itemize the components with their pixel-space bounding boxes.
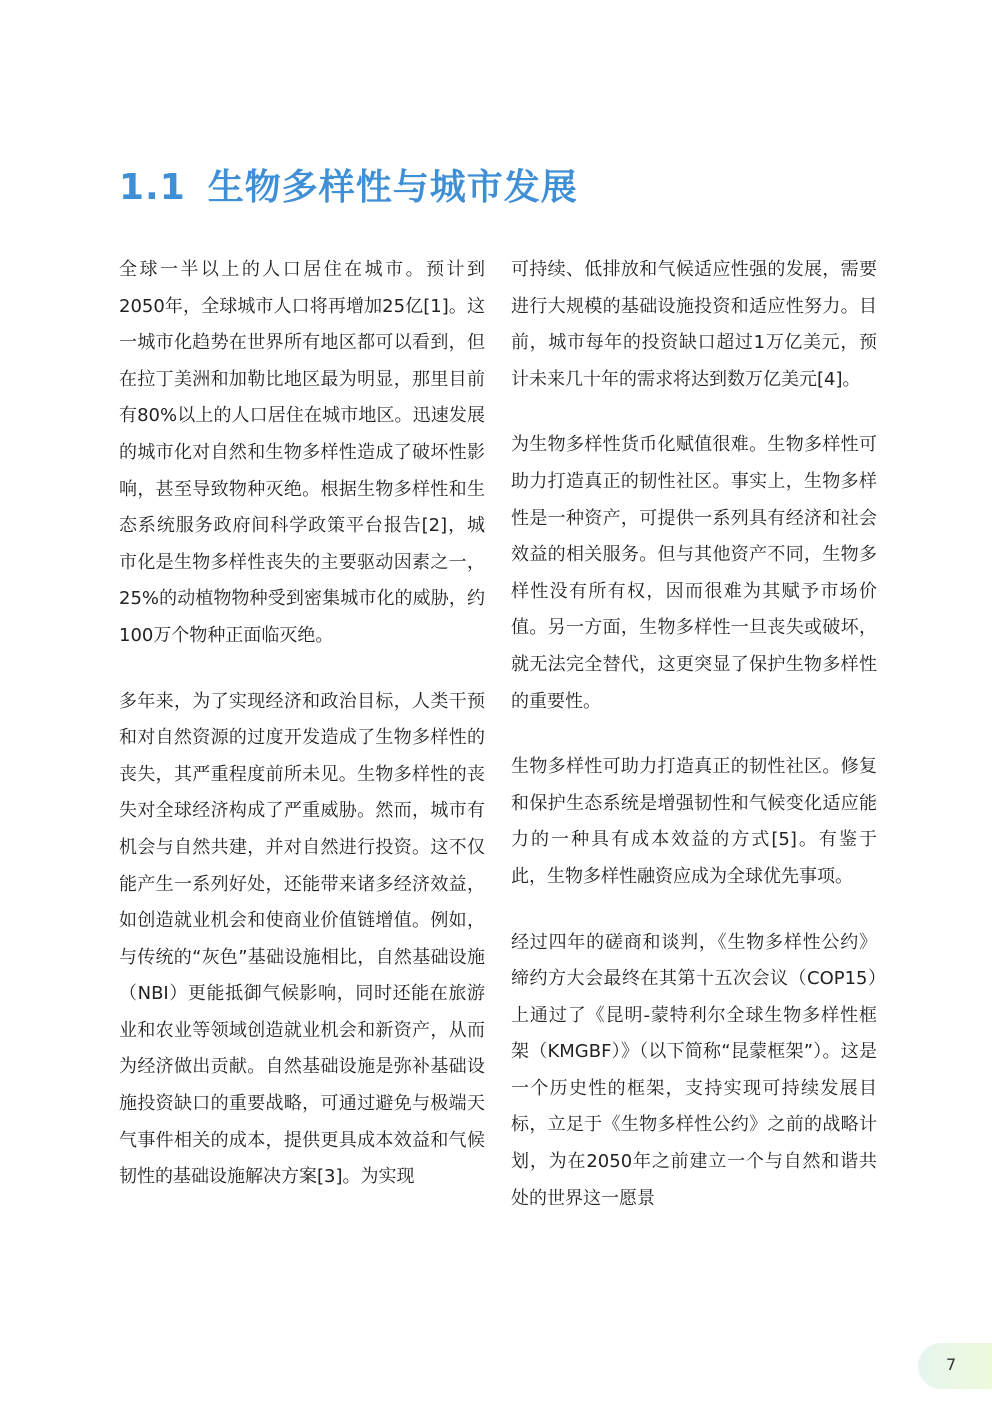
body-paragraph: 为生物多样性货币化赋值很难。生物多样性可助力打造真正的韧性社区。事实上，生物多样性是一种资产，可提供一系列具有经济和社会效益的相关服务。但与其他资产不同，生物多样性没有所有权，因而很难为其赋予市场价值。另一方面，生物多样性一旦丧失或破坏，就无法完全替代，这更突显了保护生物多样性的重要性。 bbox=[511, 434, 877, 712]
right-column bbox=[511, 252, 877, 1246]
body-paragraph: 可持续、低排放和气候适应性强的发展，需要进行大规模的基础设施投资和适应性努力。目前，城市每年的投资缺口超过1万亿美元，预计未来几十年的需求将达到数万亿美元[4]。 bbox=[511, 259, 877, 390]
section-number: 1.1 bbox=[119, 167, 186, 208]
body-paragraph: 经过四年的磋商和谈判，《生物多样性公约》缔约方大会最终在其第十五次会议（COP15）上通过了《昆明-蒙特利尔全球生物多样性框架（KMGBF）》（以下简称“昆蒙框架”）。这是一个历史性的框架，支持实现可持续发展目标，立足于《生物多样性公约》之前的战略计划，为在2050年之前建立一个与自然和谐共处的世界这一愿景 bbox=[511, 931, 877, 1209]
body-paragraph: 多年来，为了实现经济和政治目标，人类干预和对自然资源的过度开发造成了生物多样性的丧失，其严重程度前所未见。生物多样性的丧失对全球经济构成了严重威胁。然而，城市有机会与自然共建，并对自然进行投资。这不仅能产生一系列好处，还能带来诸多经济效益，如创造就业机会和使商业价值链增值。例如，与传统的“灰色”基础设施相比，自然基础设施（NBI）更能抵御气候影响，同时还能在旅游业和农业等领域创造就业机会和新资产，从而为经济做出贡献。自然基础设施是弥补基础设施投资缺口的重要战略，可通过避免与极端天气事件相关的成本，提供更具成本效益和气候韧性的基础设施解决方案[3]。为实现 bbox=[119, 690, 485, 1188]
section-title bbox=[119, 162, 578, 214]
left-column bbox=[119, 252, 485, 1225]
section-title-text: 生物多样性与城市发展 bbox=[207, 167, 578, 208]
body-paragraph: 生物多样性可助力打造真正的韧性社区。修复和保护生态系统是增强韧性和气候变化适应能力的一种具有成本效益的方式[5]。有鉴于此，生物多样性融资应成为全球优先事项。 bbox=[511, 756, 877, 887]
page-number: 7 bbox=[946, 1355, 957, 1374]
body-paragraph: 全球一半以上的人口居住在城市。预计到2050年，全球城市人口将再增加25亿[1]。这一城市化趋势在世界所有地区都可以看到，但在拉丁美洲和加勒比地区最为明显，那里目前有80%以上的人口居住在城市地区。迅速发展的城市化对自然和生物多样性造成了破坏性影响，甚至导致物种灭绝。根据生物多样性和生态系统服务政府间科学政策平台报告[2]，城市化是生物多样性丧失的主要驱动因素之一，25%的动植物物种受到密集城市化的威胁，约100万个物种正面临灭绝。 bbox=[119, 259, 485, 646]
